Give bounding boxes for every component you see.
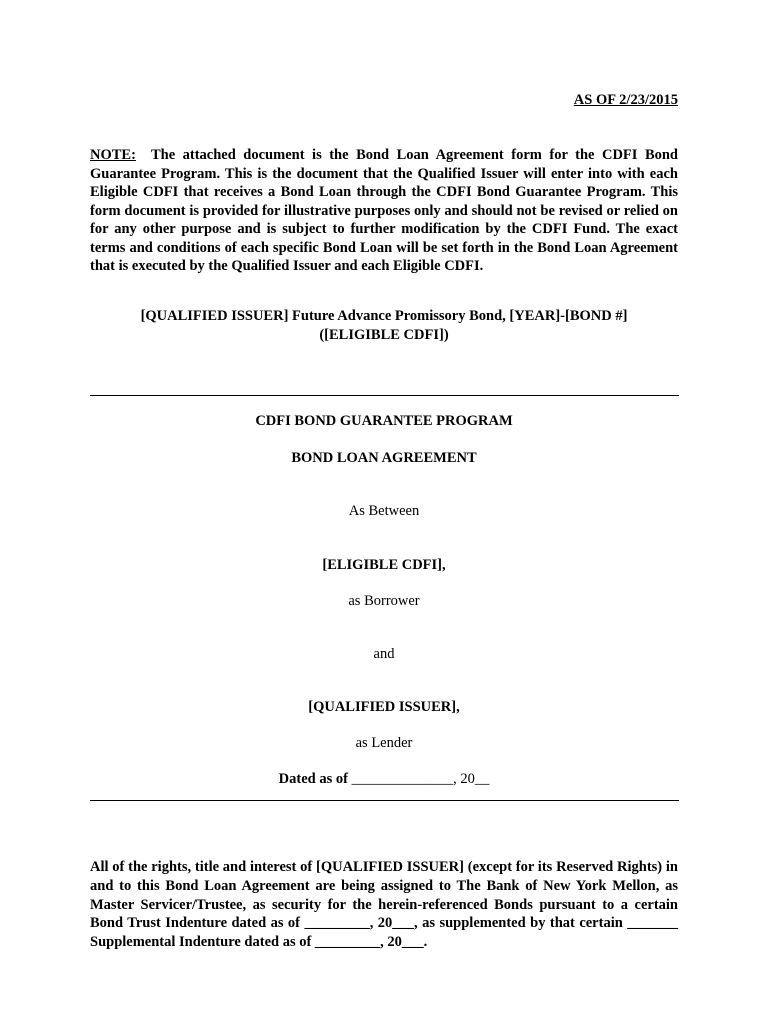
as-of-date: AS OF 2/23/2015 bbox=[573, 92, 678, 108]
note-label: NOTE: bbox=[90, 147, 136, 163]
lender-name: [QUALIFIED ISSUER], bbox=[308, 699, 460, 715]
dated-line bbox=[90, 771, 678, 788]
dated-blank: ______________, 20__ bbox=[351, 771, 490, 787]
as-between: As Between bbox=[348, 503, 420, 519]
assignment-paragraph: All of the rights, title and interest of [QUALIFIED ISSUER] (except for its Reserved Rights) in and to this Bond Loan Agreement are being assigned to The Bank of New York Mellon, as Master Servicer/Trustee, as security for the herein-referenced Bonds pursuant to a certain Bond Trust Indenture dated as of _________, 20___, as supplemented by that certain _______ Supplemental Indenture dated as of _________, 20___. bbox=[90, 859, 678, 951]
lender-role: as Lender bbox=[355, 735, 413, 751]
bond-title-line-1: [QUALIFIED ISSUER] Future Advance Promissory Bond, [YEAR]-[BOND #] bbox=[140, 308, 628, 324]
note-paragraph bbox=[90, 146, 678, 276]
and-connector: and bbox=[373, 646, 395, 662]
borrower-role: as Borrower bbox=[348, 593, 420, 609]
bottom-divider bbox=[90, 800, 679, 801]
top-divider bbox=[90, 395, 679, 396]
program-title: CDFI BOND GUARANTEE PROGRAM bbox=[255, 413, 513, 429]
borrower-name: [ELIGIBLE CDFI], bbox=[322, 557, 446, 573]
bond-title bbox=[90, 307, 678, 345]
dated-label: Dated as of bbox=[278, 771, 348, 787]
bond-title-line-2: ([ELIGIBLE CDFI]) bbox=[319, 327, 449, 343]
note-text: The attached document is the Bond Loan Agreement form for the CDFI Bond Guarantee Program. This is the document that the Qualified Issuer will enter into with each Eligible CDFI that receives a Bond Loan through the CDFI Bond Guarantee Program. This form document is provided for illustrative purposes only and should not be revised or relied on for any other purpose and is subject to further modification by the CDFI Fund. The exact terms and conditions of each specific Bond Loan will be set forth in the Bond Loan Agreement that is executed by the Qualified Issuer and each Eligible CDFI. bbox=[90, 147, 678, 274]
agreement-title: BOND LOAN AGREEMENT bbox=[291, 450, 477, 466]
